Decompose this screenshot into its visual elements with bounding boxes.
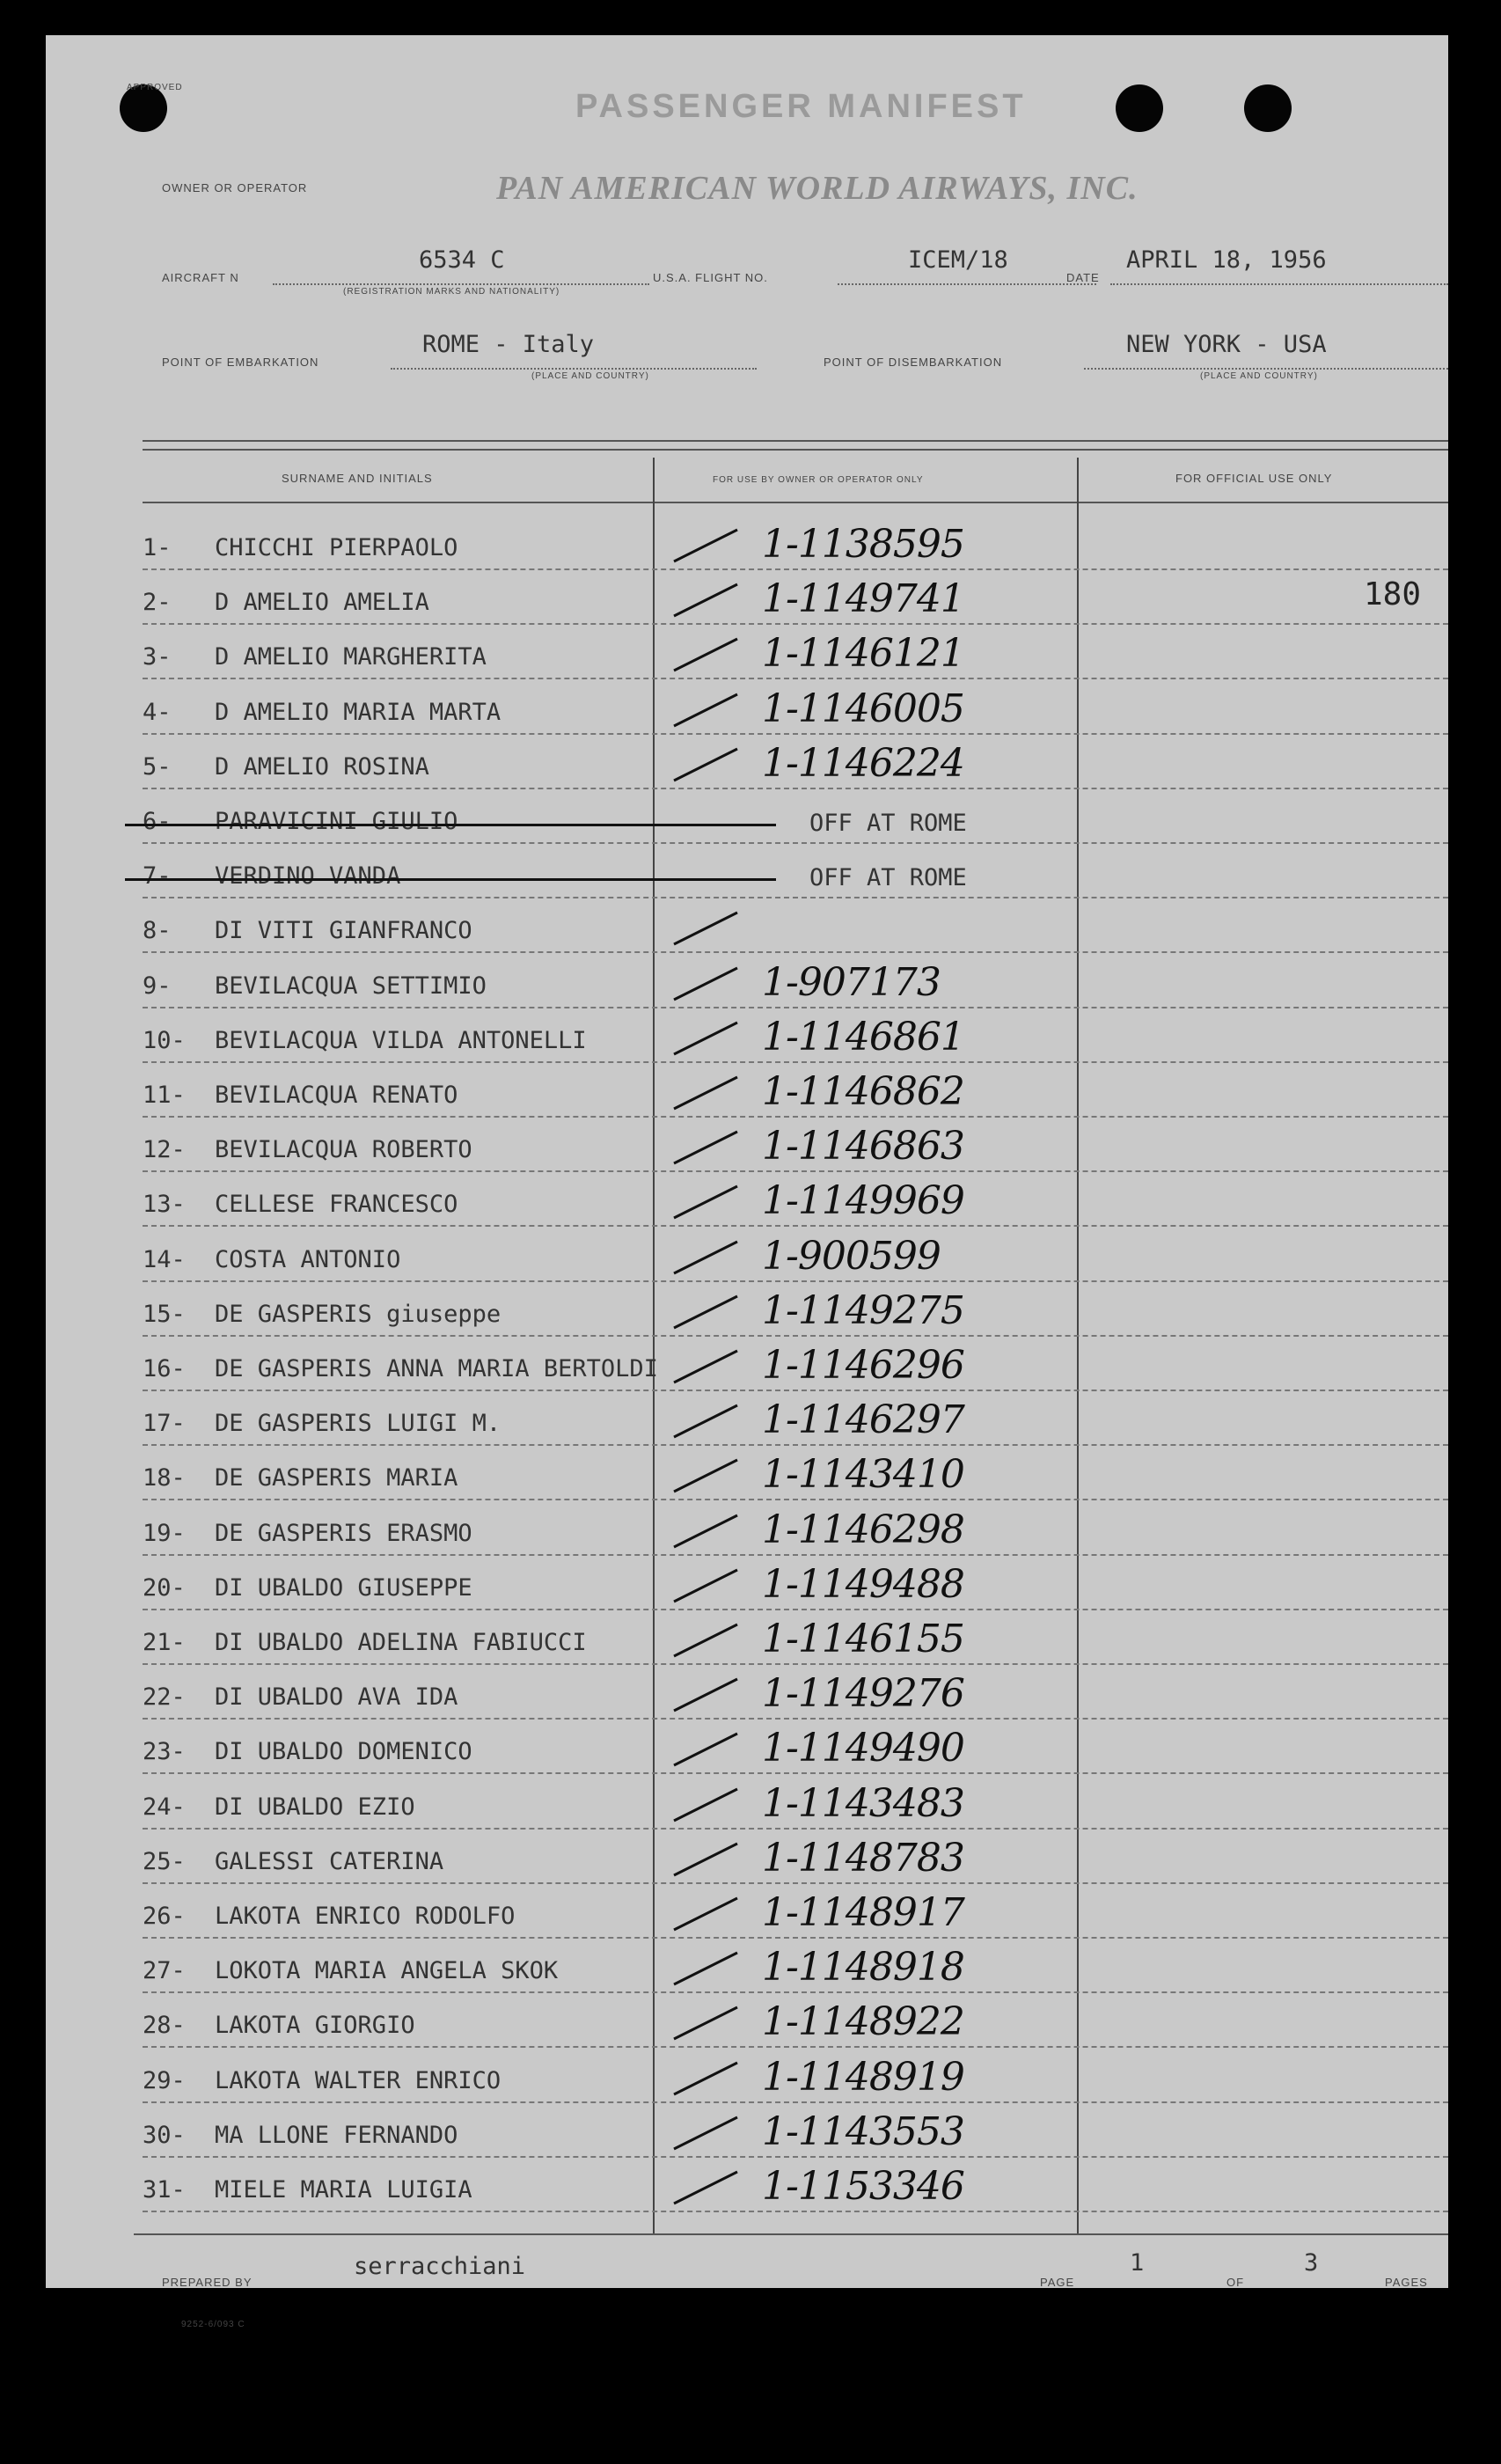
passenger-row [143,898,1448,953]
passenger-row [143,1391,1448,1446]
row-number: 17- [143,1410,186,1438]
check-mark-icon [670,964,741,1001]
check-mark-icon [670,745,741,782]
punch-hole [1244,84,1292,132]
row-number: 5- [143,752,172,781]
passenger-row [143,1118,1448,1172]
ticket-number: 1-1146298 [762,1507,964,1552]
check-mark-icon [670,1566,741,1603]
row-number: 14- [143,1245,186,1273]
passenger-name: DI VITI GIANFRANCO [215,917,472,945]
passenger-row [143,516,1448,570]
row-number: 13- [143,1191,186,1219]
embark-label: POINT OF EMBARKATION [162,356,319,369]
passenger-name: D AMELIO MARGHERITA [215,643,487,671]
check-mark-icon [670,1128,741,1165]
passenger-name: BEVILACQUA SETTIMIO [215,972,487,1000]
official-mark: 180 [1364,576,1422,613]
passenger-name: DE GASPERIS ANNA MARIA BERTOLDI [215,1355,658,1382]
check-mark-icon [670,635,741,672]
check-mark-icon [670,581,741,618]
passenger-row [143,1884,1448,1939]
aircraft-sub: (REGISTRATION MARKS AND NATIONALITY) [343,287,560,297]
date-value: APRIL 18, 1956 [1126,246,1327,274]
passenger-name: LAKOTA WALTER ENRICO [215,2066,502,2094]
row-number: 6- [143,808,172,835]
aircraft-label: AIRCRAFT N [162,271,239,284]
embark-sub: (PLACE AND COUNTRY) [531,371,649,381]
disembark-value: NEW YORK - USA [1126,331,1327,358]
passenger-name: DE GASPERIS LUIGI M. [215,1410,502,1438]
ticket-number: 1-1146863 [762,1124,964,1170]
ticket-number: 1-1149969 [762,1178,964,1224]
passenger-name: D AMELIO ROSINA [215,752,429,781]
row-number: 7- [143,862,172,891]
passenger-row [143,735,1448,789]
row-number: 30- [143,2121,186,2149]
owner-value: PAN AMERICAN WORLD AIRWAYS, INC. [496,170,1139,207]
passenger-name: DE GASPERIS giuseppe [215,1300,502,1328]
passenger-row [143,789,1448,844]
ticket-number: 1-1146297 [762,1397,964,1443]
passenger-row [143,1775,1448,1830]
ticket-number: 1-1148919 [762,2054,964,2100]
strikethrough-line [125,824,776,826]
ticket-number: 1-1148783 [762,1835,964,1881]
check-mark-icon [670,909,741,946]
row-number: 19- [143,1519,186,1547]
passenger-row [143,1830,1448,1884]
passenger-name: CELLESE FRANCESCO [215,1191,458,1219]
prepared-value: serracchiani [354,2253,526,2280]
flight-value: ICEM/18 [908,246,1008,274]
ticket-number: 1-1148922 [762,1999,964,2045]
ticket-number: 1-1149488 [762,1561,964,1607]
row-number: 31- [143,2176,186,2204]
row-number: 28- [143,2012,186,2040]
passenger-name: DI UBALDO GIUSEPPE [215,1573,472,1602]
row-number: 22- [143,1683,186,1712]
ticket-number: 1-1149741 [762,576,964,622]
passenger-row [143,1337,1448,1391]
row-number: 1- [143,534,172,561]
passenger-name: DI UBALDO ADELINA FABIUCCI [215,1629,587,1656]
passenger-name: BEVILACQUA ROBERTO [215,1136,472,1164]
passenger-name: D AMELIO AMELIA [215,589,429,617]
col-header-official: FOR OFFICIAL USE ONLY [1175,472,1333,485]
row-number: 16- [143,1355,186,1382]
row-number: 27- [143,1957,186,1985]
passenger-row [143,1501,1448,1556]
embark-value: ROME - Italy [422,331,595,358]
manifest-sheet [46,35,1448,2329]
passenger-name: VERDINO VANDA [215,862,401,891]
page-number: 1 [1130,2249,1145,2277]
pages-label: PAGES [1385,2276,1428,2289]
passenger-name: PARAVICINI GIULIO [215,808,458,835]
passenger-row [143,1228,1448,1282]
passenger-name: CHICCHI PIERPAOLO [215,534,458,561]
passenger-row [143,2158,1448,2212]
check-mark-icon [670,1293,741,1330]
ticket-number: 1-1149490 [762,1726,964,1771]
passenger-name: D AMELIO MARIA MARTA [215,698,502,726]
ticket-number: 1-1148917 [762,1890,964,1935]
ticket-number: 1-1146224 [762,740,964,786]
ticket-number: 1-1148918 [762,1945,964,1991]
check-mark-icon [670,1895,741,1932]
disembark-label: POINT OF DISEMBARKATION [824,356,1003,369]
check-mark-icon [670,1949,741,1986]
row-number: 18- [143,1464,186,1492]
ticket-number: 1-1146155 [762,1617,964,1661]
ticket-number: 1-1146121 [762,631,964,677]
ticket-number: 1-907173 [762,959,941,1005]
passenger-name: BEVILACQUA VILDA ANTONELLI [215,1026,587,1054]
row-number: 21- [143,1629,186,1656]
passenger-row [143,2049,1448,2103]
page-title: PASSENGER MANIFEST [575,88,1027,125]
passenger-name: LAKOTA ENRICO RODOLFO [215,1903,516,1930]
passenger-row [143,1008,1448,1063]
row-number: 24- [143,1793,186,1821]
col-header-surname: SURNAME AND INITIALS [282,472,433,485]
prepared-label: PREPARED BY [162,2276,253,2289]
passenger-row [143,954,1448,1008]
row-number: 15- [143,1300,186,1328]
passenger-row [143,680,1448,735]
row-number: 20- [143,1573,186,1602]
ticket-number: 1-1138595 [762,522,964,567]
passenger-row [143,1610,1448,1665]
check-mark-icon [670,2114,741,2151]
passenger-name: MIELE MARIA LUIGIA [215,2176,472,2204]
page-label: PAGE [1040,2276,1075,2289]
row-number: 25- [143,1847,186,1875]
ticket-number: 1-1146005 [762,686,964,731]
check-mark-icon [670,1238,741,1275]
passenger-row [143,1993,1448,2048]
row-number: 2- [143,589,172,617]
passenger-row [143,844,1448,898]
check-mark-icon [670,1621,741,1658]
ticket-number: 1-1149275 [762,1287,964,1333]
page-total: 3 [1304,2249,1319,2277]
passenger-name: DI UBALDO AVA IDA [215,1683,458,1712]
ticket-number: 1-1149276 [762,1671,964,1717]
row-number: 9- [143,972,172,1000]
row-number: 12- [143,1136,186,1164]
passenger-name: DE GASPERIS ERASMO [215,1519,472,1547]
ticket-number: 1-1146862 [762,1069,964,1114]
row-number: 26- [143,1903,186,1930]
passenger-row [143,570,1448,625]
check-mark-icon [670,1347,741,1384]
disembark-sub: (PLACE AND COUNTRY) [1200,371,1318,381]
check-mark-icon [670,1074,741,1111]
passenger-name: BEVILACQUA RENATO [215,1082,458,1109]
passenger-name: MA LLONE FERNANDO [215,2121,458,2149]
passenger-row [143,1446,1448,1500]
ticket-number: 1-1146861 [762,1014,964,1060]
check-mark-icon [670,1402,741,1439]
passenger-row [143,2103,1448,2158]
approved-stamp: APPROVED [127,83,183,92]
off-at-note: OFF AT ROME [809,864,967,892]
off-at-note: OFF AT ROME [809,810,967,837]
col-header-operator: FOR USE BY OWNER OR OPERATOR ONLY [713,475,924,485]
ticket-number: 1-900599 [762,1233,941,1279]
aircraft-value: 6534 C [419,246,505,274]
flight-label: U.S.A. FLIGHT NO. [653,271,768,284]
check-mark-icon [670,526,741,563]
row-number: 29- [143,2066,186,2094]
check-mark-icon [670,2168,741,2205]
check-mark-icon [670,1676,741,1712]
ticket-number: 1-1153346 [762,2164,964,2209]
passenger-row [143,1939,1448,1993]
strikethrough-line [125,878,776,881]
row-number: 23- [143,1738,186,1766]
of-label: OF [1226,2276,1245,2289]
date-label: DATE [1066,271,1100,284]
passenger-name: DI UBALDO DOMENICO [215,1738,472,1766]
check-mark-icon [670,1019,741,1056]
punch-hole [1116,84,1163,132]
row-number: 4- [143,698,172,726]
check-mark-icon [670,1730,741,1767]
passenger-row [143,1282,1448,1337]
ticket-number: 1-1143483 [762,1780,964,1826]
check-mark-icon [670,691,741,728]
passenger-name: DE GASPERIS MARIA [215,1464,458,1492]
passenger-row [143,1556,1448,1610]
ticket-number: 1-1146296 [762,1343,964,1388]
passenger-name: GALESSI CATERINA [215,1847,444,1875]
row-number: 11- [143,1082,186,1109]
ticket-number: 1-1143410 [762,1452,964,1498]
row-number: 8- [143,917,172,945]
passenger-row [143,625,1448,679]
passenger-row [143,1665,1448,1720]
ticket-number: 1-1143553 [762,2108,964,2154]
check-mark-icon [670,1456,741,1493]
passenger-name: COSTA ANTONIO [215,1245,401,1273]
check-mark-icon [670,1840,741,1877]
owner-label: OWNER OR OPERATOR [162,181,308,194]
passenger-row [143,1172,1448,1227]
passenger-row [143,1720,1448,1774]
passenger-row [143,1063,1448,1118]
check-mark-icon [670,2004,741,2041]
passenger-name: LAKOTA GIORGIO [215,2012,415,2040]
check-mark-icon [670,1183,741,1220]
passenger-name: DI UBALDO EZIO [215,1793,415,1821]
row-number: 10- [143,1026,186,1054]
check-mark-icon [670,2059,741,2096]
form-code: 9252-6/093 C [181,2320,245,2329]
check-mark-icon [670,1512,741,1549]
row-number: 3- [143,643,172,671]
check-mark-icon [670,1786,741,1822]
passenger-name: LOKOTA MARIA ANGELA SKOK [215,1957,559,1985]
